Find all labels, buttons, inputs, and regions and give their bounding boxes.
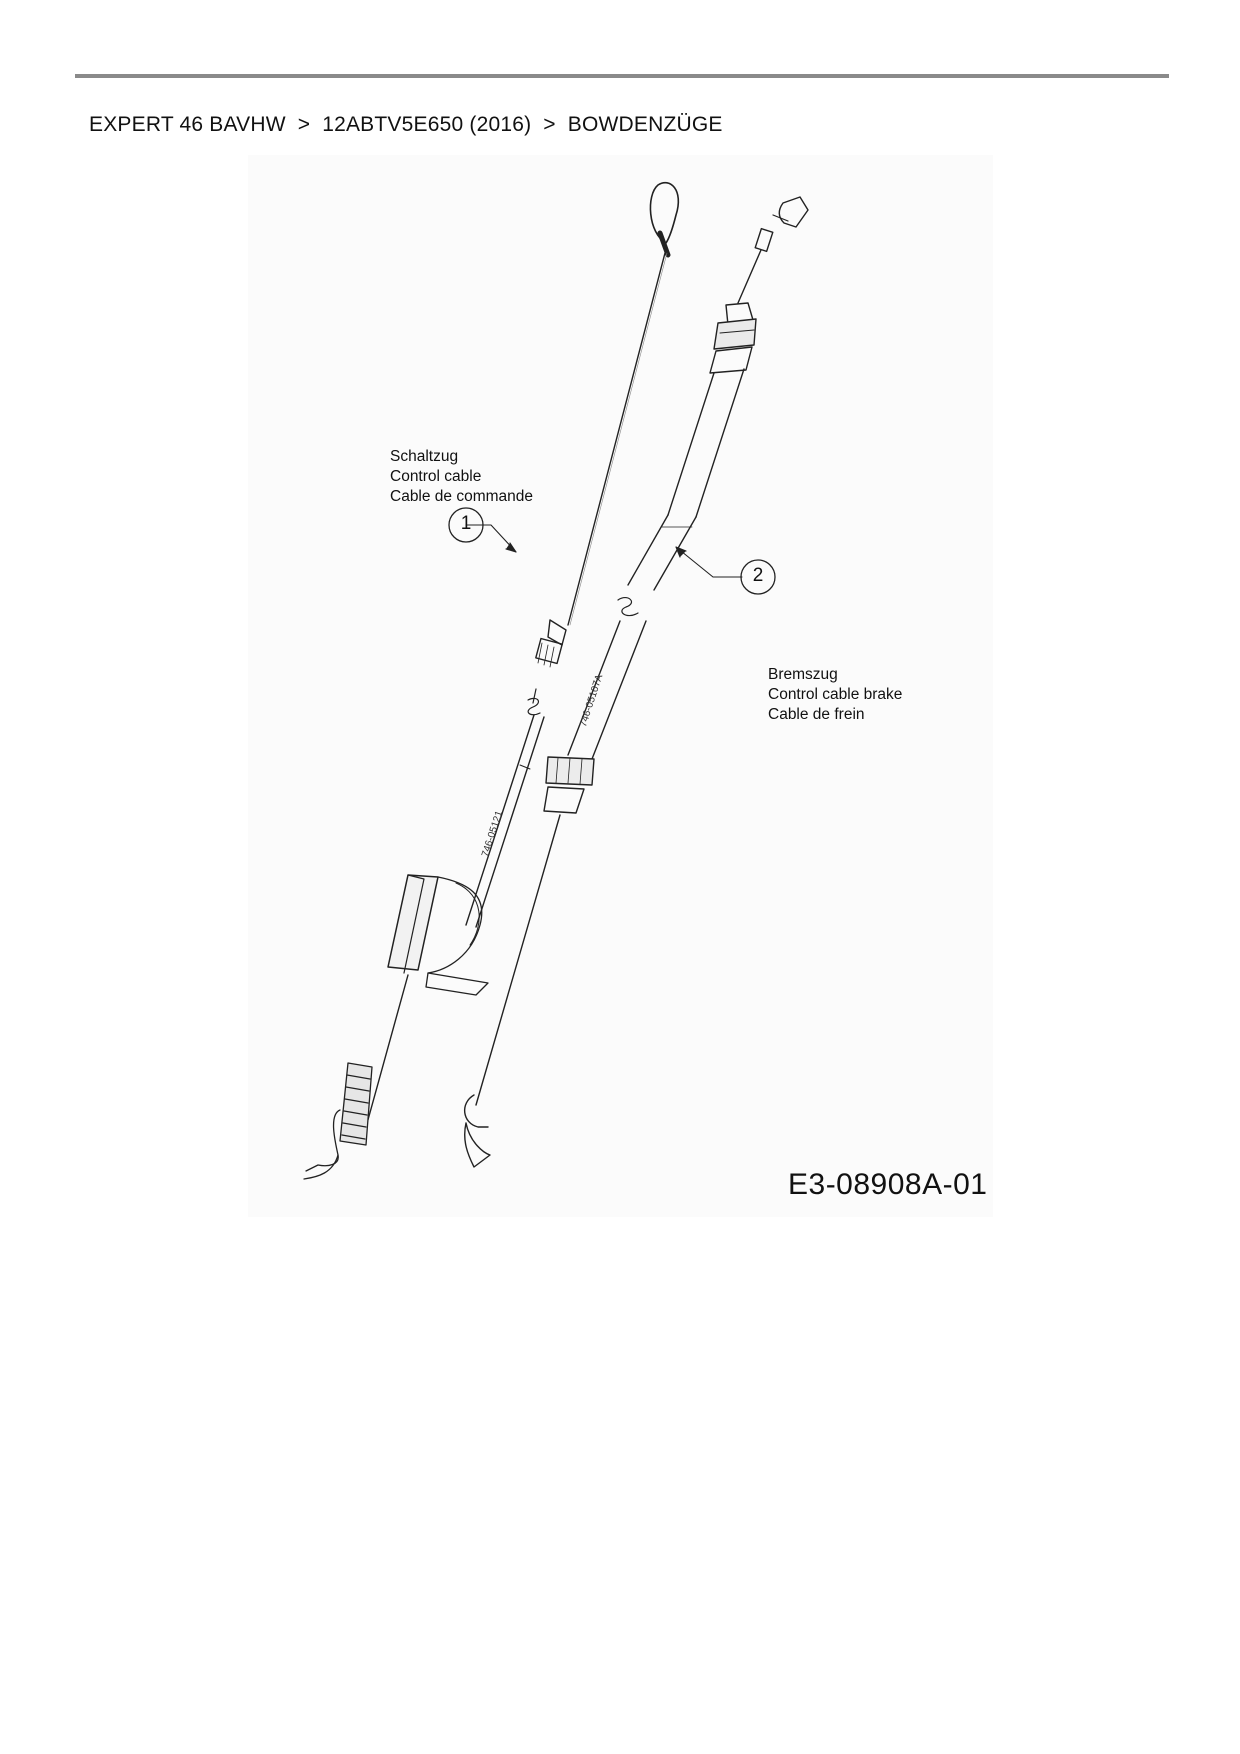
part-2-name-en: Control cable brake [768,686,903,703]
drawing-id: E3-08908A-01 [788,1168,988,1201]
part-1-name-fr: Cable de commande [390,488,534,505]
callout-1-number: 1 [460,513,472,534]
part-2-stamp: 746-05107A [578,673,606,729]
part-1-stamp: 746-05121 [480,809,506,859]
breadcrumb-section: BOWDENZÜGE [567,113,723,136]
header-rule [75,74,1169,78]
part-2-name-de: Bremszug [768,666,838,683]
breadcrumb-part-number: 12ABTV5E650 (2016) [322,113,532,136]
exploded-drawing [248,155,993,1217]
part-2-name-fr: Cable de frein [768,706,865,723]
part-1-name-en: Control cable [390,468,482,485]
breadcrumb [89,113,723,137]
callout-2-number: 2 [752,565,764,586]
part-1-name-de: Schaltzug [390,448,459,465]
breadcrumb-separator: > [543,113,556,136]
part-2-label [768,665,902,725]
breadcrumb-separator: > [297,113,311,136]
breadcrumb-model: EXPERT 46 BAVHW [89,113,286,136]
brake-cable-drawing [465,197,808,1167]
part-1-label [390,447,533,507]
